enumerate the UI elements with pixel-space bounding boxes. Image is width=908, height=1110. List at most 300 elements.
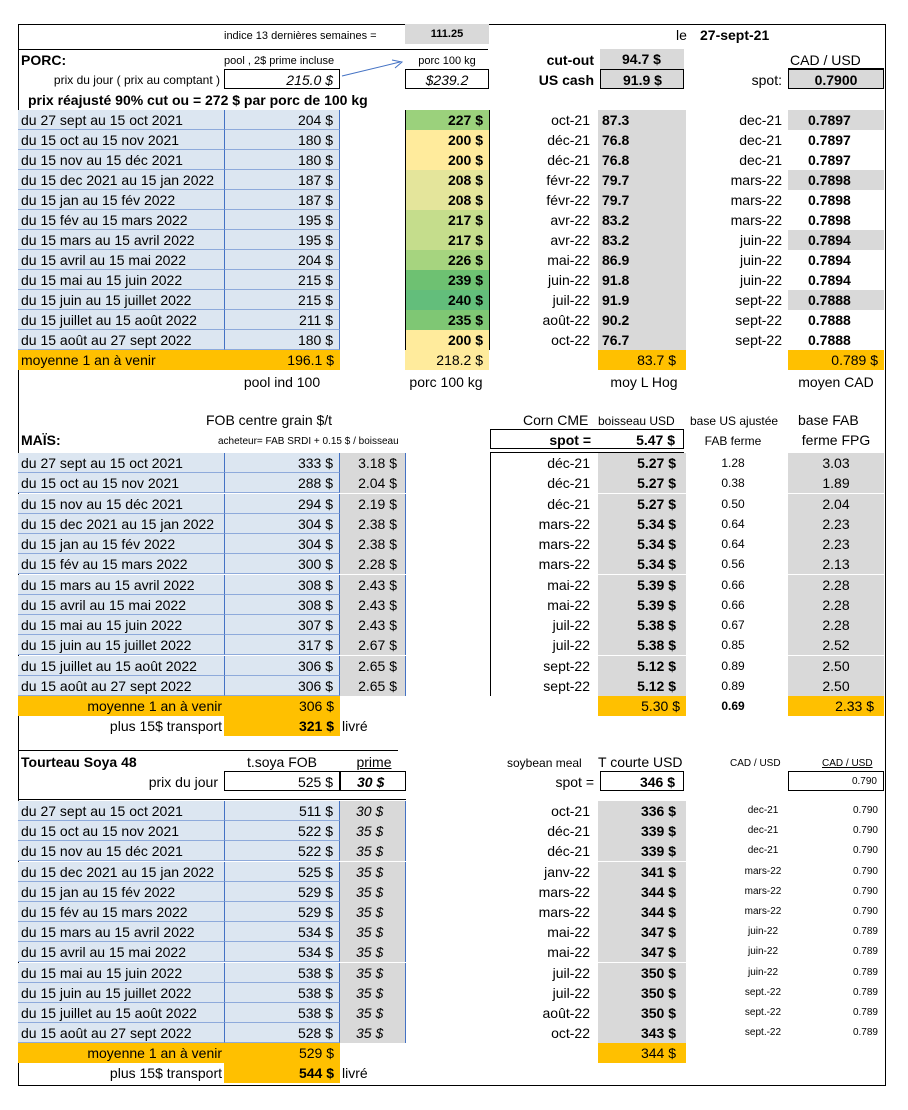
porc-row-cad: 0.7894 xyxy=(788,230,884,250)
mais-row-base: 0.67 xyxy=(721,618,745,632)
soya-prix-value: 525 $ xyxy=(224,771,340,791)
porc-row-cad-month: sept-22 xyxy=(735,332,782,348)
mais-spot-box xyxy=(490,429,684,449)
porc-row-hog: 91.8 xyxy=(598,270,686,290)
mais-row-period: du 15 avril au 15 mai 2022 xyxy=(18,595,224,615)
soya-row-month: déc-21 xyxy=(547,843,590,859)
soya-row-prime: 35 $ xyxy=(340,942,406,962)
porc-row-period: du 15 jan au 15 fév 2022 xyxy=(18,190,224,210)
mais-row-bushel: 3.18 $ xyxy=(340,453,406,473)
porc-avg-row xyxy=(18,350,340,370)
porc-row-period: du 15 juin au 15 juillet 2022 xyxy=(18,290,224,310)
porc-row-pool: 204 $ xyxy=(224,250,340,270)
soya-row-cad: 0.790 xyxy=(852,906,878,917)
soya-row-prime: 35 $ xyxy=(340,821,406,841)
mais-row-bushel: 2.28 $ xyxy=(340,554,406,574)
porc-row-cad-month: mars-22 xyxy=(730,212,782,228)
mais-row-base: 0.50 xyxy=(721,497,745,511)
porc-row-porc: 217 $ xyxy=(405,210,489,230)
spot-label: spot: xyxy=(751,72,782,88)
foot-pool: pool ind 100 xyxy=(243,374,321,390)
porc-row-period: du 15 mars au 15 avril 2022 xyxy=(18,230,224,250)
mais-spot-value: 5.47 $ xyxy=(636,432,675,448)
soya-prix-label: prix du jour xyxy=(148,774,218,790)
mais-transport-label: plus 15$ transport xyxy=(109,718,222,734)
porc-row-porc: 235 $ xyxy=(405,310,489,330)
mais-row-period: du 15 mars au 15 avril 2022 xyxy=(18,575,224,595)
soya-avg-row xyxy=(18,1043,340,1063)
soya-row-prime: 35 $ xyxy=(340,1023,406,1043)
mais-row-period: du 15 jan au 15 fév 2022 xyxy=(18,534,224,554)
porc-row-pool: 187 $ xyxy=(224,190,340,210)
soya-spot-value: 346 $ xyxy=(600,771,684,791)
soya-row-usd: 344 $ xyxy=(598,882,686,902)
porc-row-period: du 27 sept au 15 oct 2021 xyxy=(18,110,224,130)
porc-row-pool: 215 $ xyxy=(224,270,340,290)
mais-row-fab: 2.13 xyxy=(788,554,884,574)
porc-row-hog: 79.7 xyxy=(598,190,686,210)
porc-row-pool: 180 $ xyxy=(224,330,340,350)
porc-row-pool: 195 $ xyxy=(224,230,340,250)
soya-row-period: du 15 août au 27 sept 2022 xyxy=(18,1023,224,1043)
soya-row-fob: 538 $ xyxy=(224,1003,340,1023)
porc-row-month: juin-22 xyxy=(547,272,590,288)
porc-row-cad: 0.7897 xyxy=(788,110,884,130)
cutout-label: cut-out xyxy=(546,52,594,68)
soya-row-cad: 0.790 xyxy=(852,886,878,897)
indice-value: 111.25 xyxy=(405,24,489,44)
mais-row-corn: 5.38 $ xyxy=(598,635,686,655)
mais-row-fab: 2.23 xyxy=(788,534,884,554)
porc-row-porc: 208 $ xyxy=(405,170,489,190)
mais-row-fab: 2.28 xyxy=(788,595,884,615)
mais-avg-base: 0.69 xyxy=(721,699,745,713)
porc-row-period: du 15 août au 27 sept 2022 xyxy=(18,330,224,350)
soya-row-month: oct-21 xyxy=(551,803,590,819)
porc-row-pool: 187 $ xyxy=(224,170,340,190)
porc-row-cad: 0.7888 xyxy=(808,312,851,328)
mais-row-fob: 288 $ xyxy=(224,473,340,493)
soya-row-cad: 0.790 xyxy=(852,866,878,877)
soya-row-fob: 522 $ xyxy=(224,821,340,841)
porc-row-hog: 90.2 xyxy=(598,310,686,330)
porc-row-cad: 0.7897 xyxy=(808,132,851,148)
cutout-value: 94.7 $ xyxy=(600,49,684,69)
soya-row-prime: 35 $ xyxy=(340,882,406,902)
soya-row-month: déc-21 xyxy=(547,823,590,839)
soya-row-fob: 529 $ xyxy=(224,902,340,922)
mais-row-fob: 306 $ xyxy=(224,676,340,696)
mais-row-fob: 333 $ xyxy=(224,453,340,473)
mais-row-bushel: 2.19 $ xyxy=(340,494,406,514)
soya-spot-cad: 0.790 xyxy=(788,771,884,791)
porc-row-hog: 86.9 xyxy=(598,250,686,270)
mais-row-fab: 2.28 xyxy=(788,615,884,635)
soya-row-usd: 347 $ xyxy=(598,942,686,962)
soya-row-cad: 0.789 xyxy=(852,1007,878,1018)
soya-row-month: mai-22 xyxy=(547,944,590,960)
porc-row-porc: 200 $ xyxy=(405,130,489,150)
porc-row-month: juil-22 xyxy=(552,292,590,308)
mais-row-period: du 15 fév au 15 mars 2022 xyxy=(18,554,224,574)
soya-row-cad-month: dec-21 xyxy=(747,845,779,856)
soya-row-month: juil-22 xyxy=(552,985,590,1001)
soya-row-cad: 0.789 xyxy=(852,926,878,937)
mais-row-month: mars-22 xyxy=(538,556,590,572)
mais-row-month: mai-22 xyxy=(547,597,590,613)
soya-row-cad-month: juin-22 xyxy=(747,946,779,957)
soya-row-cad-month: mars-22 xyxy=(744,866,782,877)
mais-row-month: mars-22 xyxy=(538,536,590,552)
porc-row-month: févr-22 xyxy=(546,192,590,208)
soya-row-usd: 347 $ xyxy=(598,922,686,942)
porc-row-month: déc-21 xyxy=(547,132,590,148)
soya-row-prime: 30 $ xyxy=(340,801,406,821)
soya-row-prime: 35 $ xyxy=(340,963,406,983)
soya-title: Tourteau Soya 48 xyxy=(21,754,137,770)
mais-avg-fob: 306 $ xyxy=(298,698,334,714)
arrow-icon xyxy=(340,56,406,80)
pool-label: pool , 2$ prime incluse xyxy=(224,55,335,67)
soya-row-prime: 35 $ xyxy=(340,1003,406,1023)
porc-row-period: du 15 nov au 15 déc 2021 xyxy=(18,150,224,170)
mais-row-corn: 5.39 $ xyxy=(598,575,686,595)
soya-prime-value: 30 $ xyxy=(340,771,406,791)
porc-row-pool: 211 $ xyxy=(224,310,340,330)
mais-row-month: déc-21 xyxy=(547,496,590,512)
soya-row-cad: 0.789 xyxy=(852,987,878,998)
mais-row-bushel: 2.67 $ xyxy=(340,635,406,655)
porc-row-porc: 200 $ xyxy=(405,150,489,170)
mais-transport-value: 321 $ xyxy=(224,716,340,736)
porc-row-cad-month: dec-21 xyxy=(739,152,782,168)
soya-row-prime: 35 $ xyxy=(340,922,406,942)
base-us-label: base US ajustée xyxy=(690,414,779,428)
soya-row-fob: 525 $ xyxy=(224,862,340,882)
porc-row-hog: 76.8 xyxy=(598,150,686,170)
mais-avg-label: moyenne 1 an à venir xyxy=(87,698,222,714)
soya-row-period: du 15 mars au 15 avril 2022 xyxy=(18,922,224,942)
porc-row-porc: 239 $ xyxy=(405,270,489,290)
fob-label: FOB centre grain $/t xyxy=(206,412,333,428)
porc-row-hog: 83.2 xyxy=(598,230,686,250)
soya-avg-usd: 344 $ xyxy=(598,1043,686,1063)
mais-row-base: 0.89 xyxy=(721,679,745,693)
porc-row-period: du 15 mai au 15 juin 2022 xyxy=(18,270,224,290)
soya-row-period: du 15 dec 2021 au 15 jan 2022 xyxy=(18,862,224,882)
porc-avg-pool: 196.1 $ xyxy=(287,352,334,368)
boisseau-label: boisseau USD xyxy=(598,414,675,428)
porc-row-hog: 76.8 xyxy=(598,130,686,150)
mais-title: MAÏS: xyxy=(21,432,61,448)
mais-row-base: 0.64 xyxy=(721,537,745,551)
mais-row-fob: 306 $ xyxy=(224,656,340,676)
foot-porc: porc 100 kg xyxy=(409,374,483,390)
ferme-fpg-label: ferme FPG xyxy=(801,432,871,448)
soya-row-period: du 15 juin au 15 juillet 2022 xyxy=(18,983,224,1003)
soya-row-cad-month: sept.-22 xyxy=(744,1027,782,1038)
mais-row-fob: 304 $ xyxy=(224,534,340,554)
mais-row-bushel: 2.43 $ xyxy=(340,615,406,635)
porc-row-cad-month: juin-22 xyxy=(739,272,782,288)
soya-row-usd: 339 $ xyxy=(598,821,686,841)
porc-row-period: du 15 juillet au 15 août 2022 xyxy=(18,310,224,330)
mais-row-base: 0.66 xyxy=(721,578,745,592)
mais-row-fob: 308 $ xyxy=(224,595,340,615)
soya-row-cad: 0.790 xyxy=(852,845,878,856)
mais-row-base: 1.28 xyxy=(721,456,745,470)
mais-row-month: mars-22 xyxy=(538,516,590,532)
porc-row-cad-month: juin-22 xyxy=(739,252,782,268)
mais-row-corn: 5.27 $ xyxy=(598,494,686,514)
porc-row-cad: 0.7898 xyxy=(808,212,851,228)
soya-livre: livré xyxy=(342,1065,368,1081)
mais-row-fab: 2.23 xyxy=(788,514,884,534)
prix-jour-value: 215.0 $ xyxy=(224,69,340,89)
mais-row-period: du 15 juin au 15 juillet 2022 xyxy=(18,635,224,655)
soya-row-month: mars-22 xyxy=(538,884,590,900)
mais-row-bushel: 2.38 $ xyxy=(340,534,406,554)
soya-row-month: juil-22 xyxy=(552,965,590,981)
soya-row-usd: 339 $ xyxy=(598,841,686,861)
mais-row-bushel: 2.38 $ xyxy=(340,514,406,534)
mais-row-bushel: 2.65 $ xyxy=(340,656,406,676)
porc-row-porc: 208 $ xyxy=(405,190,489,210)
mais-row-fob: 300 $ xyxy=(224,554,340,574)
soya-row-period: du 15 jan au 15 fév 2022 xyxy=(18,882,224,902)
mais-row-base: 0.56 xyxy=(721,557,745,571)
soya-row-fob: 528 $ xyxy=(224,1023,340,1043)
soya-row-cad-month: dec-21 xyxy=(747,825,779,836)
porc-row-hog: 87.3 xyxy=(598,110,686,130)
porc100-value: $239.2 xyxy=(405,69,489,89)
base-fab-label: base FAB xyxy=(798,412,859,428)
soya-transport-label: plus 15$ transport xyxy=(109,1065,222,1081)
soya-row-fob: 522 $ xyxy=(224,841,340,861)
mais-row-bushel: 2.43 $ xyxy=(340,595,406,615)
porc-row-month: oct-22 xyxy=(551,332,590,348)
mais-row-corn: 5.38 $ xyxy=(598,615,686,635)
mais-row-fob: 307 $ xyxy=(224,615,340,635)
porc-row-pool: 215 $ xyxy=(224,290,340,310)
soya-transport-value: 544 $ xyxy=(224,1063,340,1083)
mais-row-base: 0.66 xyxy=(721,598,745,612)
mais-row-period: du 15 oct au 15 nov 2021 xyxy=(18,473,224,493)
mais-row-month: sept-22 xyxy=(543,678,590,694)
porc-row-period: du 15 dec 2021 au 15 jan 2022 xyxy=(18,170,224,190)
soya-row-cad-month: juin-22 xyxy=(747,926,779,937)
mais-row-month: déc-21 xyxy=(547,475,590,491)
soya-row-cad: 0.790 xyxy=(852,825,878,836)
soya-row-cad: 0.789 xyxy=(852,946,878,957)
porc-row-month: févr-22 xyxy=(546,172,590,188)
soya-row-cad-month: sept.-22 xyxy=(744,1007,782,1018)
porc-row-month: avr-22 xyxy=(550,212,590,228)
mais-row-bushel: 2.04 $ xyxy=(340,473,406,493)
mais-spot-label: spot = xyxy=(549,432,591,448)
spot-value: 0.7900 xyxy=(788,69,884,89)
mais-row-fob: 294 $ xyxy=(224,494,340,514)
soya-row-cad-month: dec-21 xyxy=(747,805,779,816)
porc-row-pool: 180 $ xyxy=(224,150,340,170)
tcourte-label: T courte USD xyxy=(598,754,683,770)
porc-row-month: mai-22 xyxy=(547,252,590,268)
uscash-label: US cash xyxy=(538,72,594,88)
soya-cadusd-2: CAD / USD xyxy=(822,758,873,769)
soya-row-prime: 35 $ xyxy=(340,841,406,861)
porc-row-cad-month: dec-21 xyxy=(739,112,782,128)
soya-row-month: janv-22 xyxy=(544,864,590,880)
soya-cadusd-1: CAD / USD xyxy=(730,758,781,769)
porc-row-hog: 83.2 xyxy=(598,210,686,230)
mais-livre: livré xyxy=(342,718,368,734)
reajuste-text: prix réajusté 90% cut ou = 272 $ par porc de 100 kg xyxy=(28,92,368,108)
soya-row-prime: 35 $ xyxy=(340,983,406,1003)
soya-row-period: du 27 sept au 15 oct 2021 xyxy=(18,801,224,821)
mais-row-fab: 1.89 xyxy=(788,473,884,493)
soya-row-fob: 538 $ xyxy=(224,963,340,983)
soya-row-fob: 529 $ xyxy=(224,882,340,902)
porc-row-month: oct-21 xyxy=(551,112,590,128)
mais-row-fob: 317 $ xyxy=(224,635,340,655)
mais-row-period: du 15 août au 27 sept 2022 xyxy=(18,676,224,696)
soya-row-usd: 344 $ xyxy=(598,902,686,922)
soya-row-period: du 15 juillet au 15 août 2022 xyxy=(18,1003,224,1023)
mais-row-period: du 27 sept au 15 oct 2021 xyxy=(18,453,224,473)
soya-row-prime: 35 $ xyxy=(340,902,406,922)
mais-row-bushel: 2.43 $ xyxy=(340,575,406,595)
porc-row-hog: 91.9 xyxy=(598,290,686,310)
porc-row-porc: 226 $ xyxy=(405,250,489,270)
soya-row-month: oct-22 xyxy=(551,1025,590,1041)
porc-row-pool: 195 $ xyxy=(224,210,340,230)
porc-row-cad-month: sept-22 xyxy=(735,292,782,308)
mais-row-fab: 2.50 xyxy=(788,656,884,676)
soya-row-cad: 0.790 xyxy=(852,805,878,816)
porc-row-period: du 15 fév au 15 mars 2022 xyxy=(18,210,224,230)
soya-row-cad-month: mars-22 xyxy=(744,906,782,917)
porc-row-porc: 217 $ xyxy=(405,230,489,250)
mais-avg-fab: 2.33 $ xyxy=(788,696,884,716)
mais-row-month: sept-22 xyxy=(543,658,590,674)
porc-row-cad: 0.7888 xyxy=(788,290,884,310)
porc-title: PORC: xyxy=(21,52,67,68)
porc-row-month: août-22 xyxy=(542,312,590,328)
mais-row-fab: 3.03 xyxy=(788,453,884,473)
soya-row-fob: 534 $ xyxy=(224,922,340,942)
porc-avg-label: moyenne 1 an à venir xyxy=(21,352,156,368)
mais-row-fab: 2.04 xyxy=(788,494,884,514)
porc-row-cad: 0.7894 xyxy=(808,252,851,268)
soya-row-month: août-22 xyxy=(542,1005,590,1021)
porc-avg-cad: 0.789 $ xyxy=(788,350,884,370)
porc-row-cad-month: mars-22 xyxy=(730,172,782,188)
soya-row-month: mai-22 xyxy=(547,924,590,940)
soya-row-period: du 15 avril au 15 mai 2022 xyxy=(18,942,224,962)
mais-row-base: 0.38 xyxy=(721,476,745,490)
date-prefix: le xyxy=(676,27,687,43)
soya-row-period: du 15 oct au 15 nov 2021 xyxy=(18,821,224,841)
report-date: 27-sept-21 xyxy=(700,27,770,43)
porc-row-period: du 15 oct au 15 nov 2021 xyxy=(18,130,224,150)
mais-row-corn: 5.12 $ xyxy=(598,676,686,696)
mais-row-fab: 2.52 xyxy=(788,635,884,655)
porc-row-hog: 76.7 xyxy=(598,330,686,350)
mais-row-corn: 5.34 $ xyxy=(598,554,686,574)
mais-avg-row xyxy=(18,696,340,716)
mais-row-fab: 2.50 xyxy=(788,676,884,696)
mais-row-month: juil-22 xyxy=(552,637,590,653)
porc-row-pool: 180 $ xyxy=(224,130,340,150)
porc-avg-hog: 83.7 $ xyxy=(598,350,686,370)
porc-row-month: déc-21 xyxy=(547,152,590,168)
soya-row-cad: 0.789 xyxy=(852,1027,878,1038)
mais-row-corn: 5.27 $ xyxy=(598,473,686,493)
mais-row-corn: 5.34 $ xyxy=(598,534,686,554)
mais-avg-corn: 5.30 $ xyxy=(598,696,686,716)
sbm-label: soybean meal xyxy=(507,756,582,770)
mais-row-base: 0.64 xyxy=(721,517,745,531)
mais-row-period: du 15 mai au 15 juin 2022 xyxy=(18,615,224,635)
mais-row-month: mai-22 xyxy=(547,577,590,593)
mais-row-corn: 5.34 $ xyxy=(598,514,686,534)
corn-label: Corn CME xyxy=(523,412,589,428)
mais-row-fab: 2.28 xyxy=(788,575,884,595)
foot-cad: moyen CAD xyxy=(798,374,874,390)
soya-row-usd: 341 $ xyxy=(598,862,686,882)
soya-prime-label: prime xyxy=(356,754,392,770)
mais-row-corn: 5.39 $ xyxy=(598,595,686,615)
porc-row-porc: 227 $ xyxy=(405,110,489,130)
soya-row-prime: 35 $ xyxy=(340,862,406,882)
porc-row-cad: 0.7894 xyxy=(808,272,851,288)
uscash-value: 91.9 $ xyxy=(600,69,684,89)
mais-row-fob: 308 $ xyxy=(224,575,340,595)
soya-row-fob: 538 $ xyxy=(224,983,340,1003)
porc-row-cad: 0.7898 xyxy=(808,192,851,208)
porc-row-cad: 0.7898 xyxy=(788,170,884,190)
porc-row-cad: 0.7888 xyxy=(808,332,851,348)
soya-row-usd: 350 $ xyxy=(598,963,686,983)
mais-row-period: du 15 nov au 15 déc 2021 xyxy=(18,494,224,514)
fab-ferme-label: FAB ferme xyxy=(704,434,762,448)
porc-row-porc: 240 $ xyxy=(405,290,489,310)
soya-row-usd: 350 $ xyxy=(598,1003,686,1023)
porc-row-period: du 15 avril au 15 mai 2022 xyxy=(18,250,224,270)
porc-row-cad-month: juin-22 xyxy=(739,232,782,248)
mais-row-month: juil-22 xyxy=(552,617,590,633)
mais-row-base: 0.89 xyxy=(721,659,745,673)
mais-row-corn: 5.27 $ xyxy=(598,453,686,473)
soya-row-month: mars-22 xyxy=(538,904,590,920)
soya-row-cad: 0.789 xyxy=(852,967,878,978)
soya-row-cad-month: mars-22 xyxy=(744,886,782,897)
mais-row-period: du 15 juillet au 15 août 2022 xyxy=(18,656,224,676)
cadusd-label: CAD / USD xyxy=(790,52,861,68)
porc-row-month: avr-22 xyxy=(550,232,590,248)
soya-row-period: du 15 nov au 15 déc 2021 xyxy=(18,841,224,861)
porc-row-pool: 204 $ xyxy=(224,110,340,130)
soya-row-period: du 15 mai au 15 juin 2022 xyxy=(18,963,224,983)
porc-row-cad-month: dec-21 xyxy=(739,132,782,148)
prix-jour-label: prix du jour ( prix au comptant ) xyxy=(53,73,220,87)
foot-hog: moy L Hog xyxy=(610,374,678,390)
porc100-label: porc 100 kg xyxy=(418,55,476,67)
soya-row-cad-month: sept.-22 xyxy=(744,987,782,998)
porc-row-cad-month: sept-22 xyxy=(735,312,782,328)
soya-avg-label: moyenne 1 an à venir xyxy=(87,1045,222,1061)
porc-row-porc: 200 $ xyxy=(405,330,489,350)
